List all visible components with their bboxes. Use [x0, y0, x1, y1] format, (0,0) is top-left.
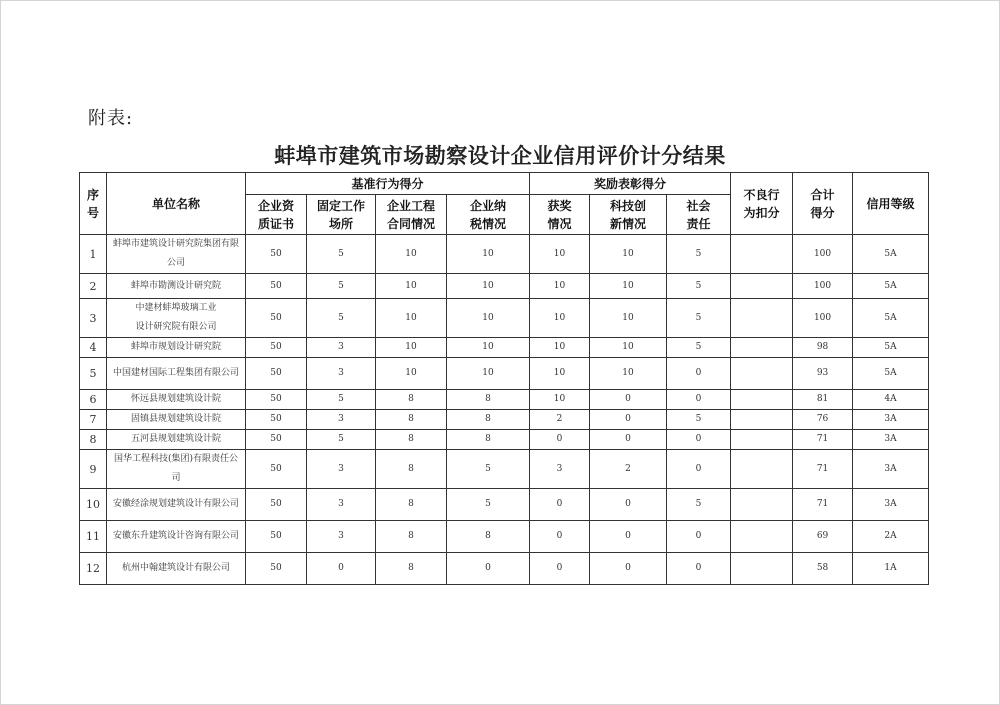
cell-tech: 2 [590, 450, 667, 489]
table-body [80, 235, 929, 585]
document-title: 蚌埠市建筑市场勘察设计企业信用评价计分结果 [274, 144, 726, 168]
cell-tax: 10 [447, 358, 530, 390]
cell-social: 0 [667, 553, 731, 585]
cell-no: 12 [80, 553, 107, 585]
cell-awards: 10 [530, 338, 590, 358]
cell-company-name: 蚌埠市规划设计研究院 [107, 338, 246, 358]
cell-workplace: 3 [307, 358, 376, 390]
cell-grade: 3A [853, 489, 929, 521]
cell-social: 5 [667, 235, 731, 274]
table-row [80, 489, 929, 521]
cell-bad [731, 299, 793, 338]
cell-no: 9 [80, 450, 107, 489]
cell-no: 2 [80, 274, 107, 299]
cell-cert: 50 [246, 338, 307, 358]
cell-tax: 8 [447, 390, 530, 410]
cell-contract: 8 [376, 489, 447, 521]
table-row [80, 430, 929, 450]
table-row [80, 553, 929, 585]
cell-awards: 10 [530, 274, 590, 299]
cell-tech: 10 [590, 235, 667, 274]
cell-social: 0 [667, 430, 731, 450]
credit-score-table [79, 172, 929, 585]
cell-workplace: 5 [307, 235, 376, 274]
cell-bad [731, 235, 793, 274]
cell-cert: 50 [246, 521, 307, 553]
header-contract: 企业工程 合同情况 [376, 195, 447, 235]
cell-bad [731, 450, 793, 489]
cell-contract: 10 [376, 235, 447, 274]
cell-cert: 50 [246, 358, 307, 390]
cell-workplace: 5 [307, 274, 376, 299]
table-row [80, 521, 929, 553]
cell-cert: 50 [246, 450, 307, 489]
cell-contract: 10 [376, 274, 447, 299]
cell-social: 5 [667, 274, 731, 299]
cell-grade: 1A [853, 553, 929, 585]
header-seq: 序 号 [80, 173, 107, 235]
cell-grade: 5A [853, 274, 929, 299]
cell-company-name: 蚌埠市勘测设计研究院 [107, 274, 246, 299]
cell-grade: 5A [853, 358, 929, 390]
cell-contract: 8 [376, 410, 447, 430]
cell-tech: 10 [590, 358, 667, 390]
cell-tech: 10 [590, 338, 667, 358]
cell-tech: 0 [590, 489, 667, 521]
attachment-label: 附表: [88, 108, 134, 129]
cell-social: 5 [667, 489, 731, 521]
cell-total: 71 [793, 489, 853, 521]
cell-workplace: 3 [307, 410, 376, 430]
cell-total: 76 [793, 410, 853, 430]
cell-cert: 50 [246, 274, 307, 299]
header-basic-group: 基准行为得分 [246, 173, 530, 195]
cell-no: 10 [80, 489, 107, 521]
table-row [80, 338, 929, 358]
cell-bad [731, 338, 793, 358]
cell-social: 0 [667, 390, 731, 410]
cell-contract: 8 [376, 450, 447, 489]
cell-tax: 5 [447, 450, 530, 489]
cell-company-name: 杭州中翰建筑设计有限公司 [107, 553, 246, 585]
cell-company-name: 中建材蚌埠玻璃工业 设计研究院有限公司 [107, 299, 246, 338]
cell-company-name: 五河县规划建筑设计院 [107, 430, 246, 450]
cell-cert: 50 [246, 553, 307, 585]
header-bad: 不良行 为扣分 [731, 173, 793, 235]
cell-awards: 0 [530, 489, 590, 521]
cell-awards: 10 [530, 299, 590, 338]
header-cert: 企业资 质证书 [246, 195, 307, 235]
cell-total: 58 [793, 553, 853, 585]
cell-no: 3 [80, 299, 107, 338]
cell-contract: 8 [376, 430, 447, 450]
cell-bad [731, 410, 793, 430]
cell-grade: 5A [853, 299, 929, 338]
cell-tax: 10 [447, 299, 530, 338]
header-name: 单位名称 [107, 173, 246, 235]
cell-cert: 50 [246, 235, 307, 274]
cell-awards: 10 [530, 358, 590, 390]
cell-grade: 3A [853, 450, 929, 489]
cell-company-name: 固镇县规划建筑设计院 [107, 410, 246, 430]
cell-grade: 5A [853, 338, 929, 358]
header-tax: 企业纳 税情况 [447, 195, 530, 235]
cell-no: 1 [80, 235, 107, 274]
cell-awards: 0 [530, 553, 590, 585]
cell-tax: 5 [447, 489, 530, 521]
header-workplace: 固定工作 场所 [307, 195, 376, 235]
cell-total: 98 [793, 338, 853, 358]
cell-grade: 3A [853, 410, 929, 430]
table-row [80, 299, 929, 338]
header-reward-group: 奖励表彰得分 [530, 173, 731, 195]
cell-tax: 10 [447, 338, 530, 358]
header-social: 社会 责任 [667, 195, 731, 235]
cell-company-name: 安徽东升建筑设计咨询有限公司 [107, 521, 246, 553]
cell-bad [731, 390, 793, 410]
cell-cert: 50 [246, 430, 307, 450]
cell-no: 5 [80, 358, 107, 390]
cell-cert: 50 [246, 410, 307, 430]
cell-contract: 8 [376, 390, 447, 410]
cell-social: 0 [667, 521, 731, 553]
cell-awards: 10 [530, 235, 590, 274]
cell-total: 93 [793, 358, 853, 390]
cell-tech: 10 [590, 274, 667, 299]
table-row [80, 450, 929, 489]
cell-tech: 0 [590, 553, 667, 585]
cell-total: 71 [793, 450, 853, 489]
table-row [80, 410, 929, 430]
cell-company-name: 国华工程科技(集团)有限责任公 司 [107, 450, 246, 489]
cell-no: 6 [80, 390, 107, 410]
cell-contract: 10 [376, 299, 447, 338]
cell-awards: 3 [530, 450, 590, 489]
cell-awards: 0 [530, 521, 590, 553]
cell-social: 0 [667, 358, 731, 390]
cell-cert: 50 [246, 390, 307, 410]
cell-cert: 50 [246, 489, 307, 521]
cell-total: 81 [793, 390, 853, 410]
cell-total: 100 [793, 235, 853, 274]
cell-contract: 10 [376, 358, 447, 390]
cell-no: 11 [80, 521, 107, 553]
cell-total: 69 [793, 521, 853, 553]
cell-total: 100 [793, 274, 853, 299]
header-tech: 科技创 新情况 [590, 195, 667, 235]
cell-workplace: 5 [307, 430, 376, 450]
cell-workplace: 5 [307, 299, 376, 338]
cell-grade: 4A [853, 390, 929, 410]
header-total: 合计 得分 [793, 173, 853, 235]
cell-workplace: 3 [307, 338, 376, 358]
cell-social: 5 [667, 410, 731, 430]
cell-company-name: 蚌埠市建筑设计研究院集团有限 公司 [107, 235, 246, 274]
cell-company-name: 中国建材国际工程集团有限公司 [107, 358, 246, 390]
cell-social: 5 [667, 338, 731, 358]
cell-contract: 8 [376, 553, 447, 585]
cell-awards: 2 [530, 410, 590, 430]
cell-tech: 0 [590, 521, 667, 553]
cell-tax: 8 [447, 521, 530, 553]
table-row [80, 274, 929, 299]
cell-bad [731, 489, 793, 521]
cell-workplace: 3 [307, 489, 376, 521]
cell-total: 100 [793, 299, 853, 338]
header-grade: 信用等级 [853, 173, 929, 235]
table-row [80, 235, 929, 274]
cell-workplace: 3 [307, 450, 376, 489]
cell-contract: 10 [376, 338, 447, 358]
cell-social: 5 [667, 299, 731, 338]
cell-tax: 10 [447, 235, 530, 274]
cell-cert: 50 [246, 299, 307, 338]
cell-no: 4 [80, 338, 107, 358]
cell-tax: 10 [447, 274, 530, 299]
cell-tax: 0 [447, 553, 530, 585]
cell-awards: 0 [530, 430, 590, 450]
cell-grade: 2A [853, 521, 929, 553]
cell-tech: 0 [590, 410, 667, 430]
cell-company-name: 安徽经涂规划建筑设计有限公司 [107, 489, 246, 521]
cell-bad [731, 553, 793, 585]
cell-social: 0 [667, 450, 731, 489]
cell-workplace: 3 [307, 521, 376, 553]
cell-company-name: 怀远县规划建筑设计院 [107, 390, 246, 410]
cell-bad [731, 430, 793, 450]
cell-no: 8 [80, 430, 107, 450]
cell-tax: 8 [447, 430, 530, 450]
cell-no: 7 [80, 410, 107, 430]
cell-tech: 0 [590, 390, 667, 410]
table-row [80, 358, 929, 390]
cell-grade: 5A [853, 235, 929, 274]
cell-awards: 10 [530, 390, 590, 410]
cell-tech: 0 [590, 430, 667, 450]
cell-workplace: 5 [307, 390, 376, 410]
cell-workplace: 0 [307, 553, 376, 585]
header-awards: 获奖 情况 [530, 195, 590, 235]
cell-tech: 10 [590, 299, 667, 338]
cell-bad [731, 274, 793, 299]
table-row [80, 390, 929, 410]
cell-total: 71 [793, 430, 853, 450]
cell-bad [731, 521, 793, 553]
cell-grade: 3A [853, 430, 929, 450]
cell-bad [731, 358, 793, 390]
cell-contract: 8 [376, 521, 447, 553]
cell-tax: 8 [447, 410, 530, 430]
